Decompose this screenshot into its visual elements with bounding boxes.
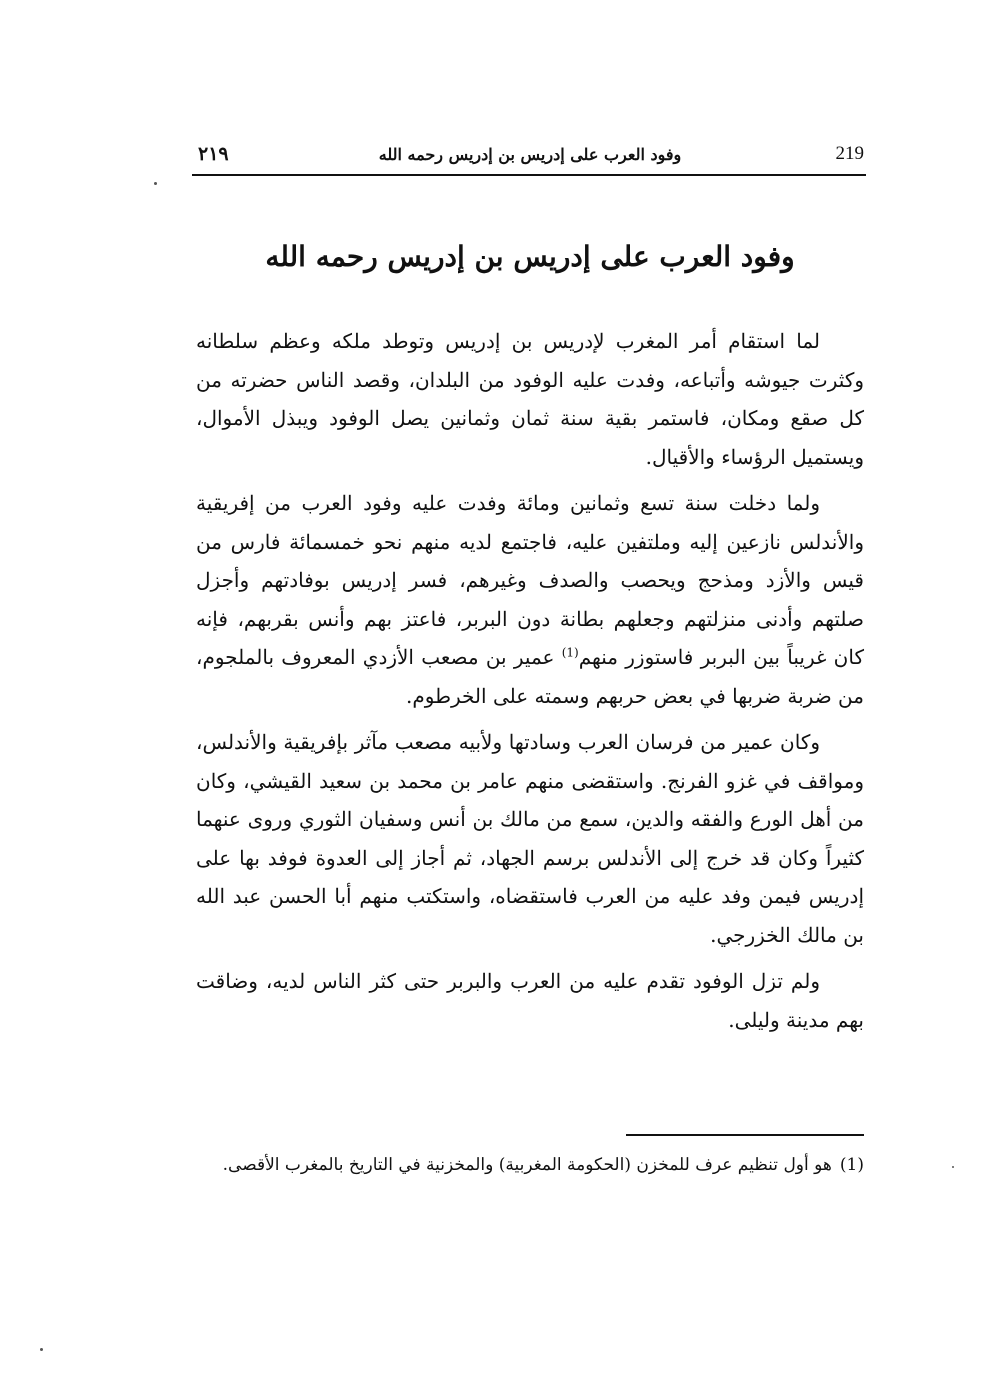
footnote-divider <box>626 1134 864 1136</box>
footnote-reference: (1) <box>561 645 579 660</box>
scan-speck <box>154 182 157 185</box>
body-text <box>196 322 864 1047</box>
scan-speck <box>952 1166 954 1168</box>
running-title: وفود العرب على إدريس بن إدريس رحمه الله <box>378 145 682 164</box>
paragraph-1: لما استقام أمر المغرب لإدريس بن إدريس وتوطد ملكه وعظم سلطانه وكثرت جيوشه وأتباعه، وفدت عليه الوفود من البلدان، وقصد الناس حضرته من كل صقع ومكان، فاستمر بقية سنة ثمان وثمانين يصل الوفود ويبذل الأموال، ويستميل الرؤساء والأقيال. <box>196 329 864 469</box>
footnote <box>196 1150 864 1181</box>
paragraph-2-part-2: عمير بن مصعب الأزدي المعروف بالملجوم، من ضربة ضربها في بعض حربهم وسمته على الخرطوم. <box>196 645 864 708</box>
footnote-mark: (1) <box>839 1155 864 1175</box>
header-divider <box>192 174 866 176</box>
page-number-latin: 219 <box>835 143 864 164</box>
footnote-text: هو أول تنظيم عرف للمخزن (الحكومة المغربية) والمخزنية في التاريخ بالمغرب الأقصى. <box>222 1155 832 1175</box>
page-number-arabic: ٢١٩ <box>198 143 229 165</box>
paragraph-2-part-1: ولما دخلت سنة تسع وثمانين ومائة وفدت عليه وفود العرب من إفريقية والأندلس نازعين إليه وملتفين عليه، فاجتمع لديه منهم نحو خمسمائة فارس من قيس والأزد ومذحج ويحصب والصدف وغيرهم، فسر إدريس بوفادتهم وأجزل صلتهم وأدنى منزلتهم وجعلهم بطانة دون البربر، فاعتز بهم وأنس بقربهم، فإنه كان غريباً بين البربر فاستوزر منهم <box>196 491 864 669</box>
paragraph-3: وكان عمير من فرسان العرب وسادتها ولأبيه مصعب مآثر بإفريقية والأندلس، ومواقف في غزو الفرنج. واستقضى منهم عامر بن محمد بن سعيد القيشي، وكان من أهل الورع والفقه والدين، سمع من مالك بن أنس وسفيان الثوري وروى عنهما كثيراً وكان قد خرج إلى الأندلس برسم الجهاد، ثم أجاز إلى العدوة فوفد بها على إدريس فيمن وفد عليه من العرب فاستقضاه، واستكتب منهم أبا الحسن عبد الله بن مالك الخزرجي. <box>196 730 864 947</box>
paragraph-2 <box>196 484 864 715</box>
chapter-title: وفود العرب على إدريس بن إدريس رحمه الله <box>265 240 795 273</box>
page-header <box>196 143 864 173</box>
scan-speck <box>40 1348 43 1351</box>
paragraph-4: ولم تزل الوفود تقدم عليه من العرب والبربر حتى كثر الناس لديه، وضاقت بهم مدينة وليلى. <box>196 969 864 1032</box>
